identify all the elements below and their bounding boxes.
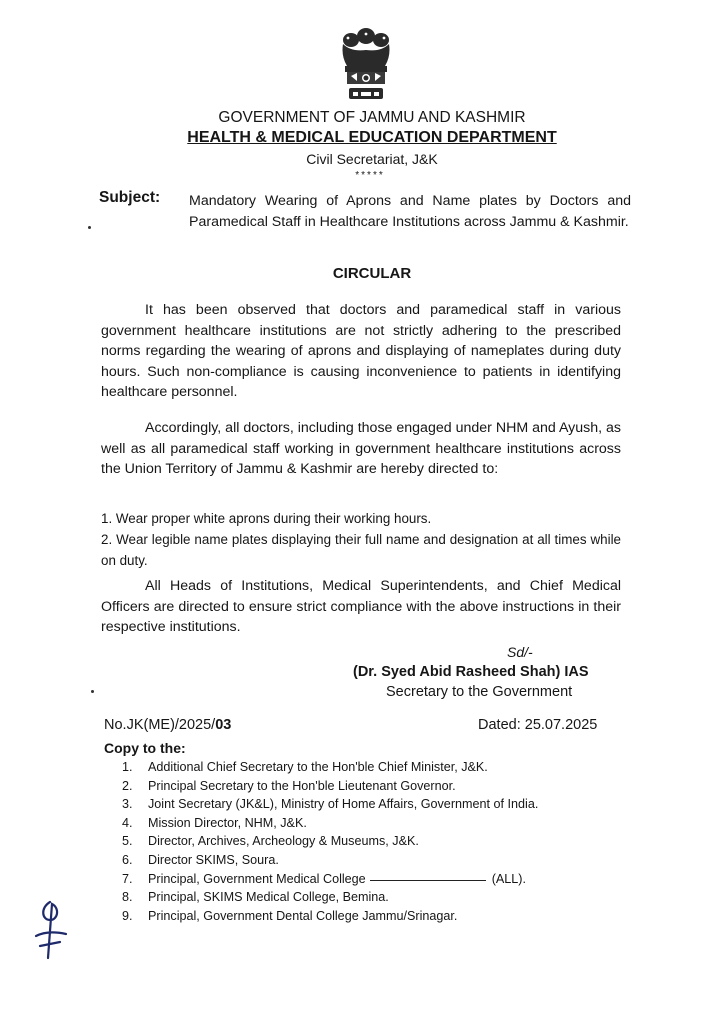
scan-mark <box>88 226 91 229</box>
paragraph-directive: Accordingly, all doctors, including those engaged under NHM and Ayush, as well as all paramedical staff working in government healthcare institutions across the Union Territory of Jammu & Kashmir are hereby directed to: <box>101 420 621 478</box>
signatory-name: (Dr. Syed Abid Rasheed Shah) IAS <box>353 664 589 680</box>
copy-to-heading: Copy to the: <box>104 740 186 756</box>
subject-text: Mandatory Wearing of Aprons and Name plates by Doctors and Paramedical Staff in Healthcare Institutions across Jammu & Kashmir. <box>189 193 631 230</box>
signatory-designation: Secretary to the Government <box>386 684 573 700</box>
signature-sd: Sd/- <box>507 644 533 660</box>
list-item: 1. Additional Chief Secretary to the Hon'ble Chief Minister, J&K. <box>122 760 488 774</box>
paragraph-compliance: All Heads of Institutions, Medical Superintendents, and Chief Medical Officers are directed to ensure strict compliance with the above instructions in their respective institutions. <box>101 578 621 636</box>
paragraph-observation: It has been observed that doctors and paramedical staff in various government healthcare institutions are not strictly adhering to the prescribed norms regarding the wearing of aprons and displaying of nameplates during duty hours. Such non-compliance is causing inconvenience to patients in identifying healthcare personnel. <box>101 302 621 401</box>
reference-number-prefix: No.JK(ME)/2025/ <box>104 717 216 733</box>
scan-mark <box>91 690 94 693</box>
list-item: 8. Principal, SKIMS Medical College, Bemina. <box>122 890 389 905</box>
reference-number-handwritten: 03 <box>215 717 232 733</box>
list-item: 9. Principal, Government Dental College Jammu/Srinagar. <box>122 908 458 923</box>
list-item: 6. Director SKIMS, Soura. <box>122 852 279 867</box>
list-item: 5. Director, Archives, Archeology & Museums, J&K. <box>122 834 419 849</box>
copy-to-list <box>122 758 538 925</box>
directive-item-nameplates: 2. Wear legible name plates displaying their full name and designation at all times while on duty. <box>101 532 621 568</box>
list-item: 7. Principal, Government Medical College (ALL). <box>122 871 526 886</box>
subject-label: Subject: <box>99 189 161 206</box>
separator-stars: ***** <box>355 170 385 181</box>
list-item: 3. Joint Secretary (JK&L), Ministry of Home Affairs, Government of India. <box>122 797 539 812</box>
handwritten-initial-icon <box>30 896 70 966</box>
circular-title: CIRCULAR <box>332 265 412 282</box>
department-heading: HEALTH & MEDICAL EDUCATION DEPARTMENT <box>187 129 557 146</box>
office-heading: Civil Secretariat, J&K <box>306 151 438 167</box>
list-item: 2. Principal Secretary to the Hon'ble Lieutenant Governor. <box>122 778 456 793</box>
list-item: 4. Mission Director, NHM, J&K. <box>122 815 307 830</box>
reference-number <box>104 717 231 733</box>
blank-line <box>370 879 486 881</box>
reference-date: Dated: 25.07.2025 <box>478 717 598 733</box>
national-emblem-icon <box>331 26 401 106</box>
directive-item-aprons: 1. Wear proper white aprons during their working hours. <box>101 511 432 526</box>
government-heading: GOVERNMENT OF JAMMU AND KASHMIR <box>218 109 526 126</box>
